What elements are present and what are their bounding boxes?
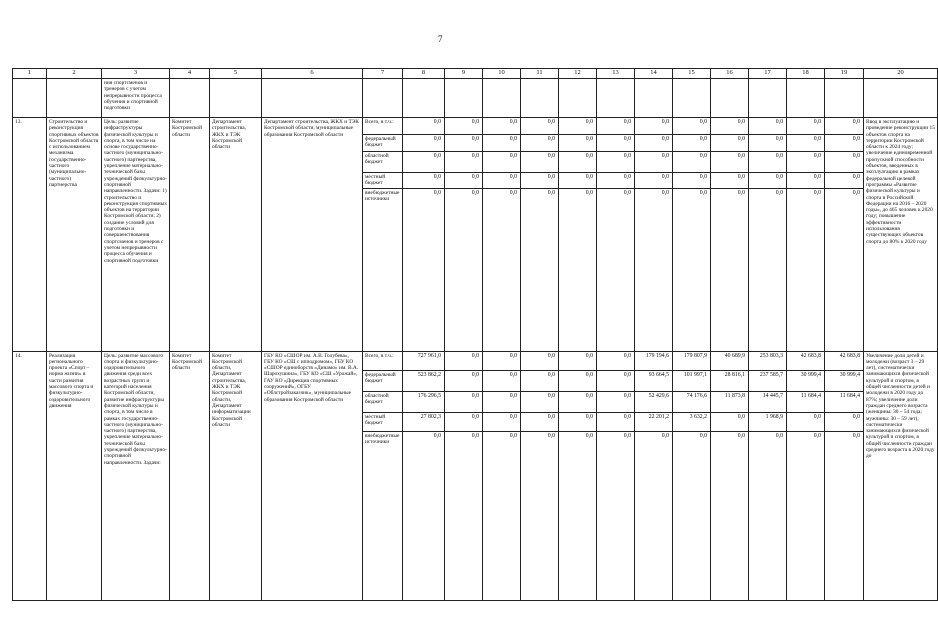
row-number: 13. xyxy=(13,118,47,352)
expected-result: Ввод в эксплуатацию и проведение реконструкции 15 объектов спорта на территории Костромской области к 2024 году; увеличение единовременной пропускной способности объектов, введенных в эксплуатацию в рамках федеральной целевой программы «Развитие физической культуры и спорта в Российской Федерации на 2016 – 2020 годы», до 465 человек к 2020 году; повышение эффективности использования существующих объектов спорта до 80% к 2020 году xyxy=(864,118,938,352)
funding-value: 0,0 xyxy=(403,135,445,152)
continued-goal-text: ния спортсменов и тренеров с учетом непрерывности процесса обучения и спортивной подготовки xyxy=(102,79,170,118)
funding-value: 0,0 xyxy=(825,152,864,173)
funding-value: 0,0 xyxy=(635,173,673,189)
funding-value: 0,0 xyxy=(521,173,559,189)
funding-value: 0,0 xyxy=(445,370,483,391)
column-number-header: 14 xyxy=(635,69,673,79)
funding-value: 237 585,7 xyxy=(749,370,787,391)
funding-value: 0,0 xyxy=(597,431,635,600)
funding-value: 0,0 xyxy=(825,188,864,351)
funding-value: 0,0 xyxy=(483,118,521,135)
funding-value: 74 176,6 xyxy=(673,391,711,412)
co-executor: Комитет Костромской области, Департамент строительства, ЖКХ и ТЭК Костромской области, Департамент информатизации Костромской области xyxy=(210,351,262,600)
funding-value: 0,0 xyxy=(749,188,787,351)
measure-goal: Цель: развитие массового спорта и физкультурно-оздоровительного движения среди всех возрастных групп и категорий населения Костромской области, развитие инфраструктуры физической культуры и спорта, в том числе в рамках государственно-частного (муниципально-частного) партнерства, укрепление материально-технической базы учреждений физкультурно-спортивной направленности. Задачи: xyxy=(102,351,170,600)
funding-value: 0,0 xyxy=(445,188,483,351)
funding-value: 0,0 xyxy=(445,412,483,431)
page-number: 7 xyxy=(438,34,443,44)
funding-value: 0,0 xyxy=(403,152,445,173)
funding-value: 0,0 xyxy=(787,412,825,431)
funding-value: 30 999,4 xyxy=(825,370,864,391)
funding-value: 0,0 xyxy=(521,431,559,600)
participants: ГБУ КО «СШОР им. А.В. Голубева», ГБУ КО «СШ с ипподромом», ГБУ КО «СШОР единоборств «Динамо» им. В.А. Шарохушина», ГБУ КО «СШ «Урожай», ГАУ КО «Дирекция спортивных сооружений», ОГБУ «Облстройзаказчик», муниципальные образования Костромской области xyxy=(262,351,363,600)
funding-value: 0,0 xyxy=(673,188,711,351)
column-number-header: 13 xyxy=(597,69,635,79)
funding-value: 0,0 xyxy=(711,118,749,135)
funding-value: 176 296,5 xyxy=(403,391,445,412)
funding-value: 11 684,4 xyxy=(825,391,864,412)
funding-value: 0,0 xyxy=(787,431,825,600)
measure-goal: Цель: развитие инфраструктуры физической культуры и спорта, в том числе на основе государственно-частного (муниципально-частного) партнерства, укрепление материально-технической базы учреждений физкультурно-спортивной направленности. Задачи: 1) строительство и реконструкция спортивных объектов на территории Костромской области; 2) создание условий для подготовки и совершенствования спортсменов и тренеров с учетом непрерывности процесса обучения и спортивной подготовки xyxy=(102,118,170,352)
funding-value: 0,0 xyxy=(711,152,749,173)
responsible-executor: Комитет Костромской области xyxy=(170,118,210,352)
column-number-header: 16 xyxy=(711,69,749,79)
funding-value: 0,0 xyxy=(597,351,635,370)
column-number-header: 12 xyxy=(559,69,597,79)
funding-value: 0,0 xyxy=(749,431,787,600)
funding-value: 0,0 xyxy=(483,431,521,600)
funding-value: 0,0 xyxy=(673,118,711,135)
column-number-header: 8 xyxy=(403,69,445,79)
funding-value: 0,0 xyxy=(445,118,483,135)
funding-value: 52 429,6 xyxy=(635,391,673,412)
funding-value: 0,0 xyxy=(559,173,597,189)
funding-value: 0,0 xyxy=(483,370,521,391)
funding-source: Всего, в т.ч.: xyxy=(363,118,403,135)
co-executor: Департамент строительства, ЖКХ и ТЭК Костромской области xyxy=(210,118,262,352)
funding-value: 0,0 xyxy=(559,188,597,351)
column-number-header: 6 xyxy=(262,69,363,79)
funding-source: областной бюджет xyxy=(363,152,403,173)
funding-value: 0,0 xyxy=(521,188,559,351)
funding-value: 0,0 xyxy=(787,188,825,351)
funding-value: 30 999,4 xyxy=(787,370,825,391)
funding-value: 0,0 xyxy=(521,391,559,412)
funding-value: 11 684,4 xyxy=(787,391,825,412)
funding-value: 0,0 xyxy=(787,173,825,189)
funding-value: 0,0 xyxy=(825,412,864,431)
funding-row xyxy=(13,118,938,135)
funding-value: 0,0 xyxy=(483,412,521,431)
measure-name: Реализация регионального проекта «Спорт – норма жизни» в части развития массового спорта и физкультурно-оздоровительного движения xyxy=(47,351,102,600)
funding-value: 523 862,2 xyxy=(403,370,445,391)
funding-value: 14 445,7 xyxy=(749,391,787,412)
responsible-executor: Комитет Костромской области xyxy=(170,351,210,600)
funding-value: 1 968,9 xyxy=(749,412,787,431)
funding-value: 0,0 xyxy=(787,118,825,135)
funding-value: 0,0 xyxy=(445,135,483,152)
funding-value: 0,0 xyxy=(673,431,711,600)
column-number-header: 17 xyxy=(749,69,787,79)
funding-value: 0,0 xyxy=(787,135,825,152)
funding-row xyxy=(13,351,938,370)
funding-value: 0,0 xyxy=(559,391,597,412)
funding-value: 179 194,6 xyxy=(635,351,673,370)
funding-value: 0,0 xyxy=(559,351,597,370)
funding-value: 0,0 xyxy=(559,370,597,391)
funding-value: 0,0 xyxy=(483,173,521,189)
funding-value: 11 873,8 xyxy=(711,391,749,412)
column-number-header: 20 xyxy=(864,69,938,79)
funding-value: 0,0 xyxy=(521,351,559,370)
funding-value: 101 997,1 xyxy=(673,370,711,391)
funding-value: 0,0 xyxy=(711,412,749,431)
funding-value: 0,0 xyxy=(635,118,673,135)
column-number-header: 10 xyxy=(483,69,521,79)
funding-value: 0,0 xyxy=(825,173,864,189)
funding-value: 179 807,9 xyxy=(673,351,711,370)
funding-value: 28 816,1 xyxy=(711,370,749,391)
funding-value: 727 961,0 xyxy=(403,351,445,370)
funding-value: 0,0 xyxy=(445,391,483,412)
funding-value: 0,0 xyxy=(673,135,711,152)
funding-value: 0,0 xyxy=(403,173,445,189)
funding-value: 0,0 xyxy=(483,188,521,351)
funding-value: 0,0 xyxy=(635,188,673,351)
column-number-header: 4 xyxy=(170,69,210,79)
funding-value: 93 664,5 xyxy=(635,370,673,391)
funding-value: 0,0 xyxy=(559,431,597,600)
funding-value: 0,0 xyxy=(483,152,521,173)
funding-value: 0,0 xyxy=(483,351,521,370)
funding-value: 0,0 xyxy=(635,431,673,600)
funding-value: 0,0 xyxy=(825,431,864,600)
funding-value: 0,0 xyxy=(673,173,711,189)
funding-value: 0,0 xyxy=(559,118,597,135)
funding-value: 0,0 xyxy=(445,431,483,600)
funding-source: внебюджетные источники xyxy=(363,188,403,351)
column-number-header: 9 xyxy=(445,69,483,79)
funding-value: 40 689,9 xyxy=(711,351,749,370)
column-number-header: 19 xyxy=(825,69,864,79)
funding-value: 27 802,3 xyxy=(403,412,445,431)
funding-value: 0,0 xyxy=(597,173,635,189)
funding-source: федеральный бюджет xyxy=(363,135,403,152)
funding-value: 0,0 xyxy=(597,391,635,412)
funding-value: 0,0 xyxy=(521,370,559,391)
funding-value: 0,0 xyxy=(711,188,749,351)
funding-value: 0,0 xyxy=(445,152,483,173)
funding-value: 0,0 xyxy=(597,135,635,152)
funding-source: федеральный бюджет xyxy=(363,370,403,391)
funding-value: 0,0 xyxy=(635,152,673,173)
funding-source: местный бюджет xyxy=(363,412,403,431)
funding-source: внебюджетные источники xyxy=(363,431,403,600)
funding-value: 0,0 xyxy=(597,118,635,135)
funding-value: 0,0 xyxy=(521,152,559,173)
funding-value: 0,0 xyxy=(483,391,521,412)
funding-value: 0,0 xyxy=(521,412,559,431)
program-table xyxy=(12,68,938,601)
funding-value: 0,0 xyxy=(597,152,635,173)
funding-value: 0,0 xyxy=(787,152,825,173)
funding-value: 0,0 xyxy=(711,431,749,600)
funding-value: 0,0 xyxy=(711,173,749,189)
funding-value: 0,0 xyxy=(749,152,787,173)
column-number-header: 11 xyxy=(521,69,559,79)
column-number-header: 15 xyxy=(673,69,711,79)
funding-value: 0,0 xyxy=(711,135,749,152)
funding-value: 0,0 xyxy=(521,118,559,135)
funding-value: 42 683,8 xyxy=(787,351,825,370)
funding-value: 0,0 xyxy=(483,135,521,152)
row-number: 14. xyxy=(13,351,47,600)
column-number-header: 2 xyxy=(47,69,102,79)
funding-value: 0,0 xyxy=(749,118,787,135)
funding-value: 0,0 xyxy=(597,188,635,351)
funding-value: 253 803,3 xyxy=(749,351,787,370)
measure-name: Строительство и реконструкция спортивных объектов Костромской области с использованием механизма государственно-частного (муниципально-частного) партнерства xyxy=(47,118,102,352)
funding-value: 0,0 xyxy=(825,118,864,135)
funding-value: 0,0 xyxy=(403,118,445,135)
column-number-header: 7 xyxy=(363,69,403,79)
column-number-header: 18 xyxy=(787,69,825,79)
funding-source: местный бюджет xyxy=(363,173,403,189)
funding-value: 0,0 xyxy=(559,135,597,152)
funding-value: 0,0 xyxy=(403,188,445,351)
funding-value: 0,0 xyxy=(559,412,597,431)
funding-value: 0,0 xyxy=(445,173,483,189)
column-number-header: 3 xyxy=(102,69,170,79)
funding-value: 0,0 xyxy=(559,152,597,173)
funding-value: 0,0 xyxy=(445,351,483,370)
funding-value: 0,0 xyxy=(749,173,787,189)
column-number-row xyxy=(13,69,938,79)
funding-value: 22 201,2 xyxy=(635,412,673,431)
funding-value: 0,0 xyxy=(521,135,559,152)
funding-source: Всего, в т.ч.: xyxy=(363,351,403,370)
funding-value: 0,0 xyxy=(635,135,673,152)
column-number-header: 5 xyxy=(210,69,262,79)
funding-value: 0,0 xyxy=(749,135,787,152)
funding-value: 0,0 xyxy=(597,412,635,431)
column-number-header: 1 xyxy=(13,69,47,79)
funding-value: 3 632,2 xyxy=(673,412,711,431)
continuation-row xyxy=(13,79,938,118)
participants: Департамент строительства, ЖКХ и ТЭК Костромской области, муниципальные образования Костромской области xyxy=(262,118,363,352)
funding-source: областной бюджет xyxy=(363,391,403,412)
funding-value: 0,0 xyxy=(825,135,864,152)
funding-value: 42 683,8 xyxy=(825,351,864,370)
expected-result: Увеличение доли детей и молодежи (возраст 3 – 29 лет), систематически занимающихся физической культурой и спортом, в общей численности детей и молодежи в 2020 году до 87%; увеличение доли граждан среднего возраста (женщины: 30 – 54 года; мужчины: 30 – 59 лет), систематически занимающихся физической культурой и спортом, в общей численности граждан среднего возраста в 2020 году до xyxy=(864,351,938,600)
funding-value: 0,0 xyxy=(673,152,711,173)
funding-value: 0,0 xyxy=(597,370,635,391)
funding-value: 0,0 xyxy=(403,431,445,600)
